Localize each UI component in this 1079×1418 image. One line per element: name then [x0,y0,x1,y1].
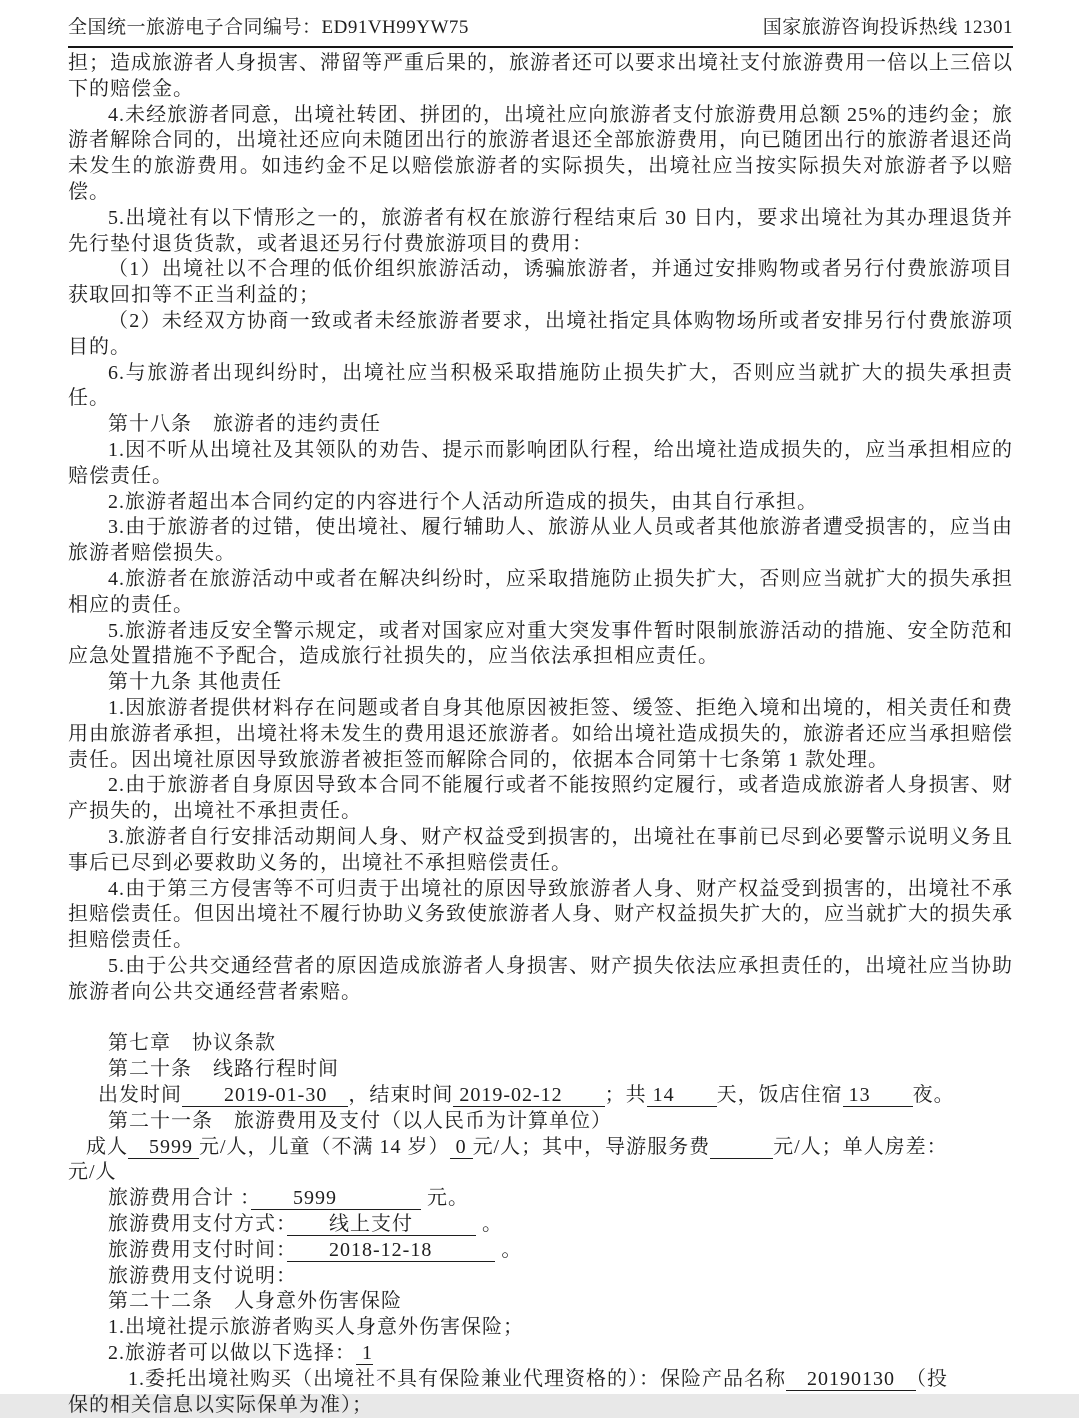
text-run: 2.由于旅游者自身原因导致本合同不能履行或者不能按照约定履行，或者造成旅游者人身损害、财产损失的，出境社不承担责任。 [68,774,1013,823]
text-run: 元/人；单人房差： [773,1135,948,1158]
clause-18-item-3 [68,515,1013,567]
clause-17-item-5-1 [68,257,1013,309]
clause-20-schedule-line [68,1083,1013,1109]
clause-17-item-5 [68,206,1013,258]
clause-19-item-2 [68,773,1013,825]
text-run: 。 [476,1213,503,1236]
clause-18-title [68,412,1013,438]
clause-18-item-1 [68,438,1013,490]
text-run: 旅游费用支付方式： [108,1213,287,1236]
text-run: 6.与旅游者出现纠纷时，出境社应当积极采取措施防止损失扩大，否则应当就扩大的损失承担责任。 [68,361,1013,410]
hotel-nights-value: 13 [842,1084,913,1107]
payment-date-value: 2018-12-18 [287,1238,496,1261]
text-run: 保的相关信息以实际保单为准）； [68,1393,373,1416]
guide-service-fee-blank [710,1136,773,1159]
clause-22-title [68,1289,1013,1315]
text-run: 元/人 [68,1161,117,1184]
child-price-value: 0 [449,1135,473,1158]
text-run: 成人 [86,1135,128,1158]
text-run: 元/人，儿童（不满 14 岁） [199,1135,450,1158]
text-run: 第十九条 其他责任 [108,671,282,694]
total-fee-value: 5999 [251,1187,421,1210]
text-run: 天，饭店住宿 [716,1084,843,1107]
text-run: 1.委托出境社购买（出境社不具有保险兼业代理资格的）：保险产品名称 [128,1367,786,1390]
page-header [68,8,1013,48]
chapter-7-title [68,1031,1013,1057]
hotline: 国家旅游咨询投诉热线 12301 [762,17,1013,38]
clause-20-title [68,1057,1013,1083]
payment-note-line [68,1264,1013,1290]
insurance-product-name-value: 20190130 [786,1367,916,1390]
text-run: 4.由于第三方侵害等不可归责于出境社的原因导致旅游者人身、财产权益受到损害的，出境社不承担赔偿责任。但因出境社不履行协助义务致使旅游者人身、财产权益损失扩大的，应当就扩大的损失承担赔偿责任。 [68,877,1013,952]
total-fee-line [68,1186,1013,1212]
text-run: 4.旅游者在旅游活动中或者在解决纠纷时，应采取措施防止损失扩大，否则应当就扩大的损失承担相应的责任。 [68,567,1013,616]
clause-18-item-5 [68,619,1013,671]
text-run: （投 [916,1367,948,1390]
text-run: （1）出境社以不合理的低价组织旅游活动，诱骗旅游者，并通过安排购物或者另行付费旅游项目获取回扣等不正当利益的； [68,258,1013,307]
payment-date-line [68,1238,1013,1264]
clause-18-item-2 [68,490,1013,516]
total-days-value: 14 [646,1084,717,1107]
clause-22-item-2 [68,1341,1013,1367]
text-run: （2）未经双方协商一致或者未经旅游者要求，出境社指定具体购物场所或者安排另行付费旅游项目的。 [68,309,1013,358]
text-run: 第二十一条 旅游费用及支付（以人民币为计算单位） [108,1109,612,1132]
text-run: 元/人；其中，导游服务费 [472,1135,711,1158]
end-date-value: 2019-02-12 [453,1084,605,1107]
text-run: 4.未经旅游者同意，出境社转团、拼团的，出境社应向旅游者支付旅游费用总额 25%的违约金；旅游者解除合同的，出境社还应向未随团出行的旅游者退还全部旅游费用，向已随团出行的旅游者退还尚未发生的旅游费用。如违约金不足以赔偿旅游者的实际损失，出境社应当按实际损失对旅游者予以赔偿。 [68,103,1013,203]
clause-19-title [68,670,1013,696]
document-body [68,48,1013,1418]
departure-date-value: 2019-01-30 [182,1084,349,1107]
clause-21-title [68,1109,1013,1135]
text-run: 3.旅游者自行安排活动期间人身、财产权益受到损害的，出境社在事前已尽到必要警示说明义务且事后已尽到必要救助义务的，出境社不承担赔偿责任。 [68,825,1013,874]
clause-19-item-5 [68,954,1013,1006]
text-run: 第二十条 线路行程时间 [108,1058,339,1081]
adult-price-value: 5999 [128,1135,199,1158]
clause-22-item-1 [68,1315,1013,1341]
text-run: 第十八条 旅游者的违约责任 [108,413,381,436]
text-run: 第七章 协议条款 [108,1032,276,1055]
text-run: 旅游费用支付说明： [108,1264,297,1287]
clause-17-continuation [68,51,1013,103]
clause-17-item-6 [68,361,1013,413]
text-run: 担；造成旅游者人身损害、滞留等严重后果的，旅游者还可以要求出境社支付旅游费用一倍以上三倍以下的赔偿金。 [68,52,1013,100]
text-run: 2.旅游者超出本合同约定的内容进行个人活动所造成的损失，由其自行承担。 [108,490,818,513]
clause-22-option-1 [68,1367,1013,1418]
text-run: 。 [495,1238,523,1261]
contract-number: 全国统一旅游电子合同编号：ED91VH99YW75 [68,17,469,38]
clause-17-item-4 [68,103,1013,206]
insurance-choice-value: 1 [356,1342,373,1365]
text-run: 2.旅游者可以做以下选择： [108,1342,356,1365]
clause-17-item-5-2 [68,309,1013,361]
text-run: 旅游费用合计 ： [108,1187,251,1210]
text-run: 元。 [421,1187,469,1210]
text-run: 出发时间 [98,1084,182,1107]
text-run: 5.由于公共交通经营者的原因造成旅游者人身损害、财产损失依法应承担责任的，出境社应当协助旅游者向公共交通经营者索赔。 [68,954,1013,1003]
payment-method-line [68,1212,1013,1238]
text-run: 5.出境社有以下情形之一的，旅游者有权在旅游行程结束后 30 日内，要求出境社为其办理退货并先行垫付退货货款，或者退还另行付费旅游项目的费用： [68,206,1013,255]
text-run: 旅游费用支付时间： [108,1238,287,1261]
clause-19-item-4 [68,877,1013,954]
clause-19-item-3 [68,825,1013,877]
text-run: 5.旅游者违反安全警示规定，或者对国家应对重大突发事件暂时限制旅游活动的措施、安全防范和应急处置措施不予配合，造成旅行社损失的，应当依法承担相应责任。 [68,619,1013,668]
text-run: ；共 [604,1084,647,1107]
text-run: 3.由于旅游者的过错，使出境社、履行辅助人、旅游从业人员或者其他旅游者遭受损害的，应当由旅游者赔偿损失。 [68,516,1013,565]
payment-method-value: 线上支付 [287,1213,476,1236]
text-run: 1.因旅游者提供材料存在问题或者自身其他原因被拒签、缓签、拒绝入境和出境的，相关责任和费用由旅游者承担，出境社将未发生的费用退还旅游者。如给出境社造成损失的，旅游者还应当承担赔偿责任。因出境社原因导致旅游者被拒签而解除合同的，依据本合同第十七条第 1 款处理。 [68,696,1013,771]
clause-18-item-4 [68,567,1013,619]
clause-19-item-1 [68,696,1013,773]
text-run: 1.因不听从出境社及其领队的劝告、提示而影响团队行程，给出境社造成损失的，应当承担相应的赔偿责任。 [68,438,1013,487]
clause-21-price-line [68,1135,1013,1187]
text-run: ，结束时间 [348,1084,454,1107]
text-run: 夜。 [912,1084,955,1107]
text-run: 第二十二条 人身意外伤害保险 [108,1290,402,1313]
text-run: 1.出境社提示旅游者购买人身意外伤害保险； [108,1316,524,1339]
